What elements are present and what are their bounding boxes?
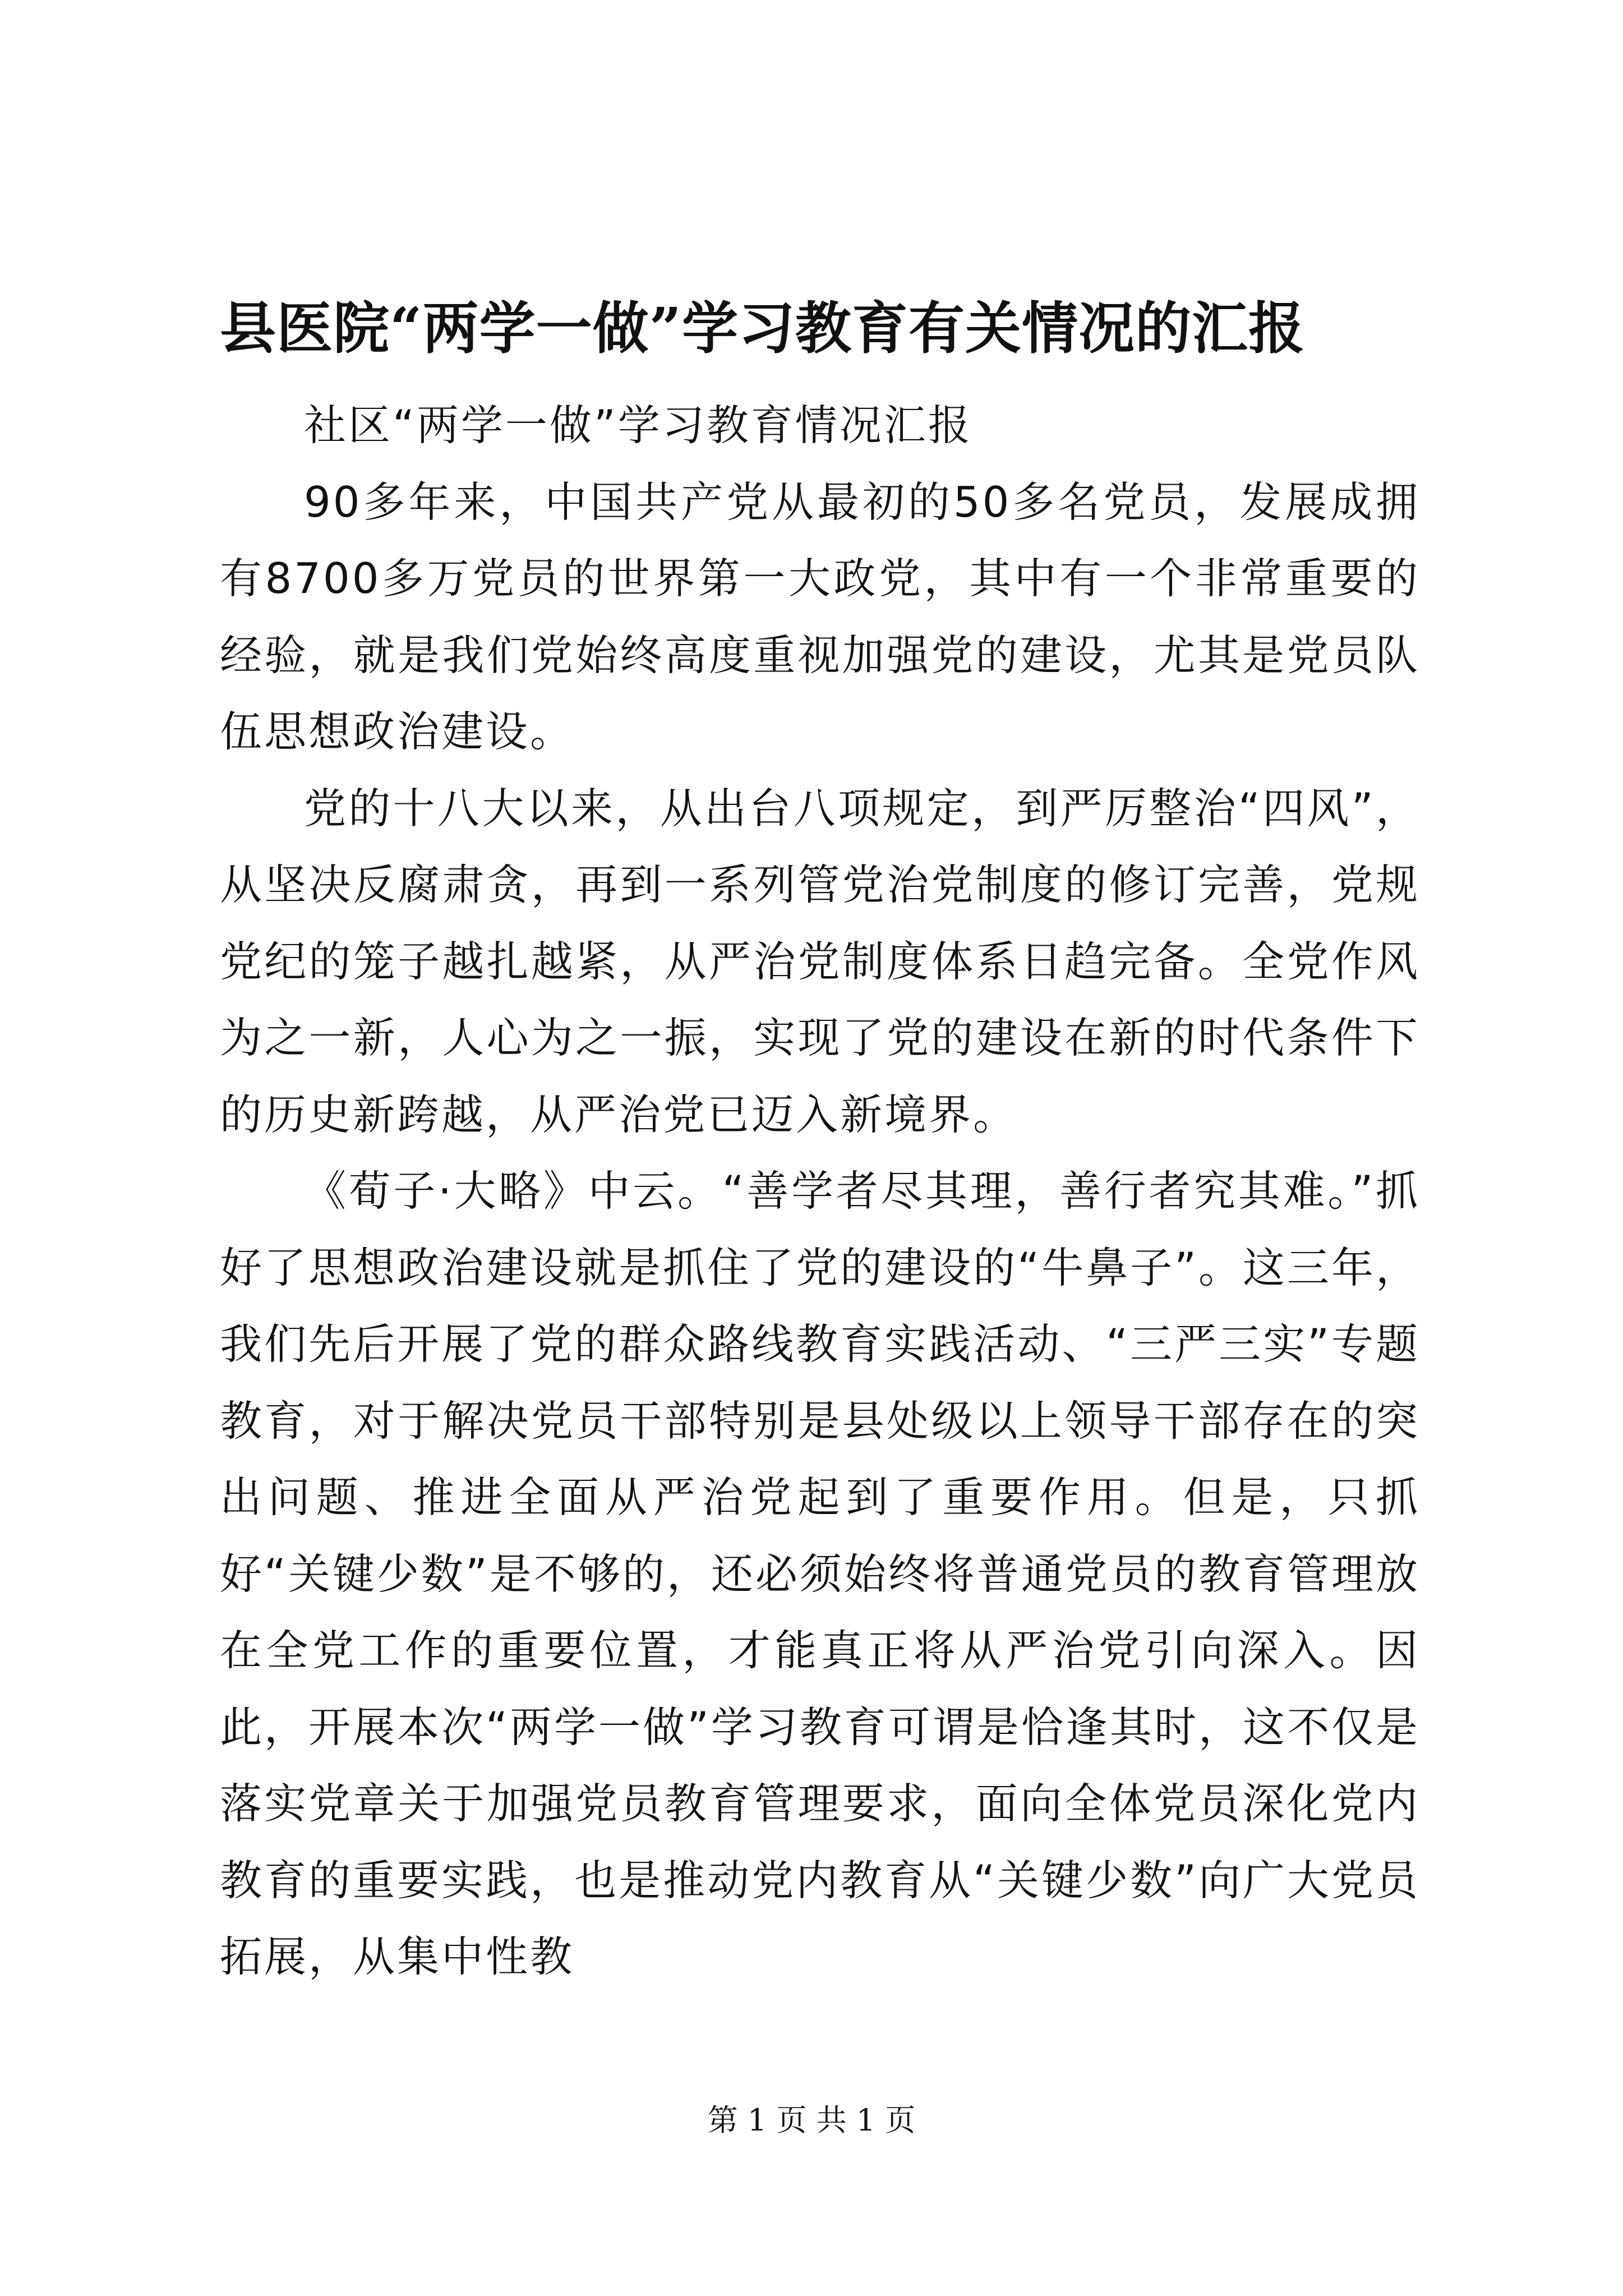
paragraph-subtitle: 社区“两学一做”学习教育情况汇报 (304, 401, 972, 450)
document-body (220, 387, 1420, 1995)
document-title: 县医院“两学一做”学习教育有关情况的汇报 (220, 295, 1306, 361)
paragraph-3: 《荀子·大略》中云。“善学者尽其理，善行者究其难。”抓好了思想政治建设就是抓住了党的建设的“牛鼻子”。这三年，我们先后开展了党的群众路线教育实践活动、“三严三实”专题教育，对于解决党员干部特别是县处级以上领导干部存在的突出问题、推进全面从严治党起到了重要作用。但是，只抓好“关键少数”是不够的，还必须始终将普通党员的教育管理放在全党工作的重要位置，才能真正将从严治党引向深入。因此，开展本次“两学一做”学习教育可谓是恰逢其时，这不仅是落实党章关于加强党员教育管理要求，面向全体党员深化党内教育的重要实践，也是推动党内教育从“关键少数”向广大党员拓展，从集中性教 (220, 1166, 1420, 1981)
paragraph-2: 党的十八大以来，从出台八项规定，到严厉整治“四风”，从坚决反腐肃贪，再到一系列管党治党制度的修订完善，党规党纪的笼子越扎越紧，从严治党制度体系日趋完备。全党作风为之一新，人心为之一振，实现了党的建设在新的时代条件下的历史新跨越，从严治党已迈入新境界。 (220, 783, 1420, 1139)
page-footer: 第 1 页 共 1 页 (707, 2102, 916, 2138)
paragraph-1: 90多年来，中国共产党从最初的50多名党员，发展成拥有8700多万党员的世界第一大政党，其中有一个非常重要的经验，就是我们党始终高度重视加强党的建设，尤其是党员队伍思想政治建设。 (220, 477, 1420, 756)
